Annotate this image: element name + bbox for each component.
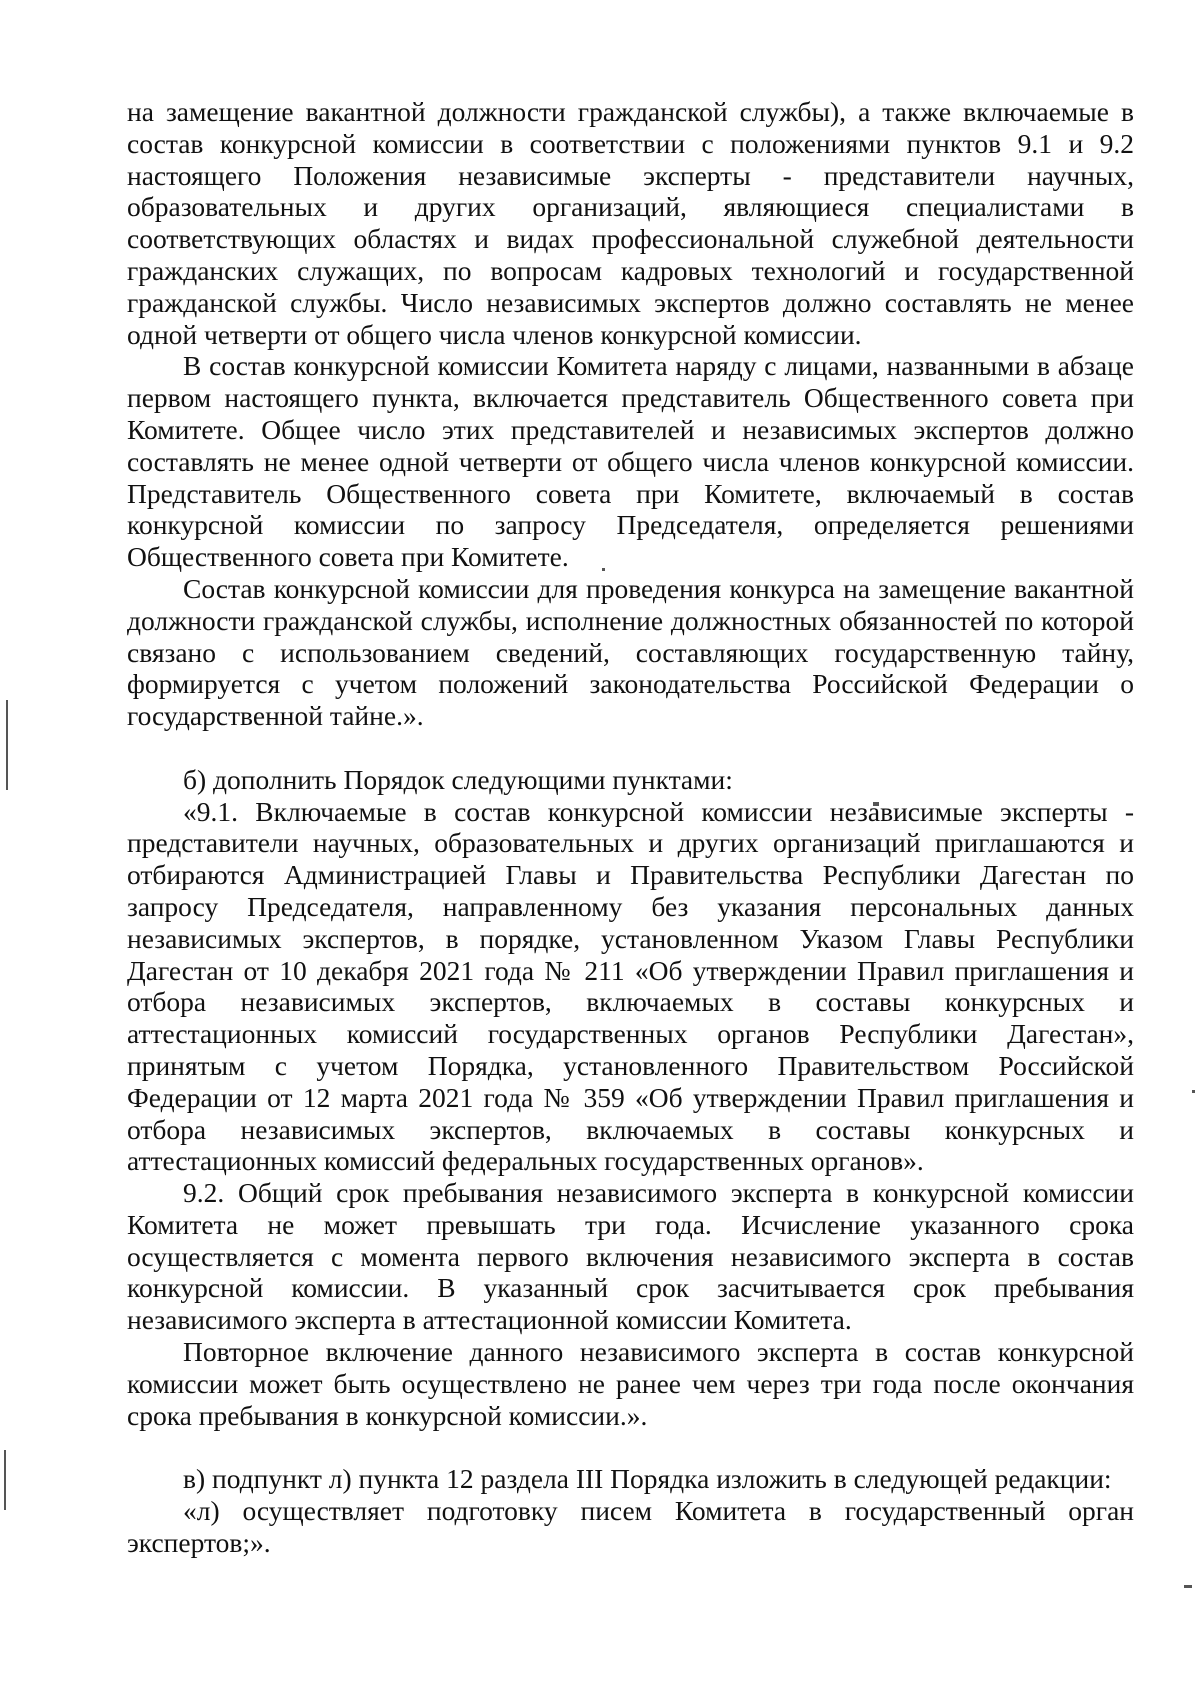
paragraph-commission-composition: В состав конкурсной комиссии Комитета наряду с лицами, названными в абзаце первом настоящего пункта, включается представитель Общественного совета при Комитете. Общее число этих представителей и независимых экспертов должно составлять не менее одной четверти от общего числа членов конкурсной комиссии. Представитель Общественного совета при Комитете, включаемый в состав конкурсной комиссии по запросу Председателя, определяется решениями Общественного совета при Комитете. bbox=[127, 350, 1134, 573]
paragraph-state-secret: Состав конкурсной комиссии для проведения конкурса на замещение вакантной должности гражданской службы, исполнение должностных обязанностей по которой связано с использованием сведений, составляющих государственную тайну, формируется с учетом положений законодательства Российской Федерации о государственной тайне.». bbox=[127, 572, 1134, 732]
document-body bbox=[127, 96, 1134, 1559]
paragraph-subitem-l: «л) осуществляет подготовку писем Комитета в государственный орган экспертов;». bbox=[127, 1495, 1134, 1558]
scan-edge-mark bbox=[6, 700, 8, 790]
paragraph-item-b: б) дополнить Порядок следующими пунктами: bbox=[183, 763, 733, 795]
paragraph-gap bbox=[127, 1431, 1134, 1463]
paragraph-point-9-1: «9.1. Включаемые в состав конкурсной комиссии независимые эксперты - представители научных, образовательных и других организаций приглашаются и отбираются Администрацией Главы и Правительства Республики Дагестан по запросу Председателя, направленному без указания персональных данных независимых экспертов, в порядке, установленном Указом Главы Республики Дагестан от 10 декабря 2021 года № 211 «Об утверждении Правил приглашения и отбора независимых экспертов, включаемых в составы конкурсных и аттестационных комиссий государственных органов Республики Дагестан», принятым с учетом Порядка, установленного Правительством Российской Федерации от 12 марта 2021 года № 359 «Об утверждении Правил приглашения и отбора независимых экспертов, включаемых в составы конкурсных и аттестационных комиссий федеральных государственных органов». bbox=[127, 795, 1134, 1177]
paragraph-repeat-inclusion: Повторное включение данного независимого эксперта в состав конкурсной комиссии может быть осуществлено не ранее чем через три года после окончания срока пребывания в конкурсной комиссии.». bbox=[127, 1336, 1134, 1431]
paragraph-continuation: на замещение вакантной должности гражданской службы), а также включаемые в состав конкурсной комиссии в соответствии с положениями пунктов 9.1 и 9.2 настоящего Положения независимые эксперты - представители научных, образовательных и других организаций, являющиеся специалистами в соответствующих областях и видах профессиональной служебной деятельности гражданских служащих, по вопросам кадровых технологий и государственной гражданской службы. Число независимых экспертов должно составлять не менее одной четверти от общего числа членов конкурсной комиссии. bbox=[127, 96, 1134, 350]
paragraph-item-v: в) подпункт л) пункта 12 раздела III Порядка изложить в следующей редакции: bbox=[183, 1463, 1112, 1495]
scan-edge-mark bbox=[1192, 1090, 1195, 1093]
paragraph-point-9-2: 9.2. Общий срок пребывания независимого эксперта в конкурсной комиссии Комитета не может превышать три года. Исчисление указанного срока осуществляется с момента первого включения независимого эксперта в состав конкурсной комиссии. В указанный срок засчитывается срок пребывания независимого эксперта в аттестационной комиссии Комитета. bbox=[127, 1177, 1134, 1336]
scan-edge-mark bbox=[4, 1450, 6, 1510]
scan-edge-mark bbox=[1184, 1585, 1192, 1588]
paragraph-gap bbox=[127, 732, 1134, 764]
